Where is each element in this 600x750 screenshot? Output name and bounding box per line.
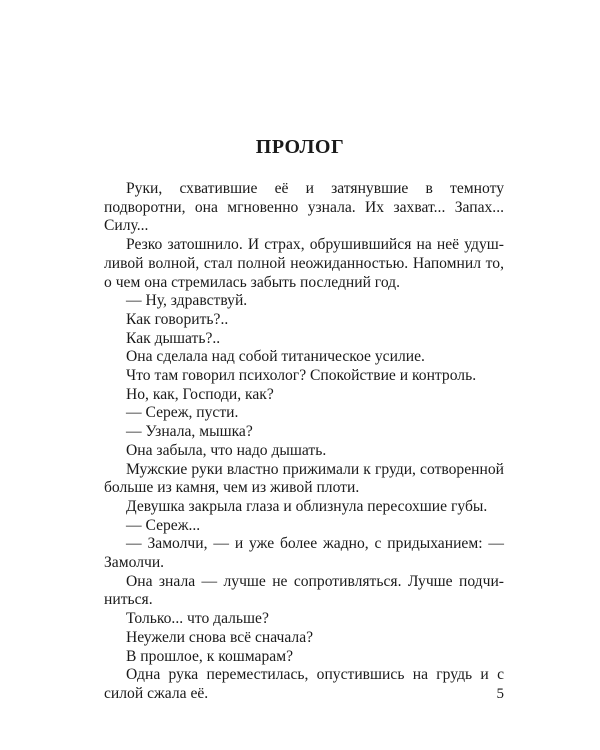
paragraph: Резко затошнило. И страх, обрушившийся на неё удушливой волной, стал полной неожиданностью. Напомнил то, о чем она стремилась забыть последний год. bbox=[104, 236, 504, 291]
paragraph: Она знала — лучше не сопротивляться. Лучше подчиниться. bbox=[104, 572, 504, 609]
paragraph: Как дышать?.. bbox=[126, 329, 221, 347]
paragraph: Одна рука переместилась, опустившись на грудь и с силой сжала её. bbox=[104, 666, 504, 702]
paragraph: — Ну, здравствуй. bbox=[126, 292, 248, 310]
paragraph: Неужели снова всё сначала? bbox=[126, 628, 314, 646]
paragraph: — Узнала, мышка? bbox=[126, 423, 253, 441]
paragraph: В прошлое, к кошмарам? bbox=[126, 647, 293, 665]
paragraph: Мужские руки властно прижимали к груди, сотворенной больше из камня, чем из живой плоти. bbox=[104, 460, 504, 497]
paragraph: — Замолчи, — и уже более жадно, с придыханием: — Замолчи. bbox=[104, 535, 504, 572]
paragraph: Девушка закрыла глаза и облизнула пересохшие губы. bbox=[126, 497, 488, 515]
body-text bbox=[104, 180, 504, 704]
paragraph: Как говорить?.. bbox=[126, 310, 229, 328]
paragraph: Она сделала над собой титаническое усилие. bbox=[126, 348, 425, 366]
paragraph: — Сереж, пусти. bbox=[126, 404, 239, 422]
paragraph: Руки, схватившие её и затянувшие в темноту подворотни, она мгновенно узнала. Их захват... Запах... Силу... bbox=[104, 180, 504, 235]
paragraph: — Сереж... bbox=[126, 516, 201, 534]
paragraph: Только... что дальше? bbox=[126, 610, 269, 628]
chapter-title: ПРОЛОГ bbox=[255, 136, 345, 158]
page-number: 5 bbox=[496, 686, 504, 702]
paragraph: Что там говорил психолог? Спокойствие и контроль. bbox=[126, 367, 477, 385]
paragraph: Но, как, Господи, как? bbox=[126, 385, 274, 403]
paragraph: Она забыла, что надо дышать. bbox=[126, 441, 327, 459]
